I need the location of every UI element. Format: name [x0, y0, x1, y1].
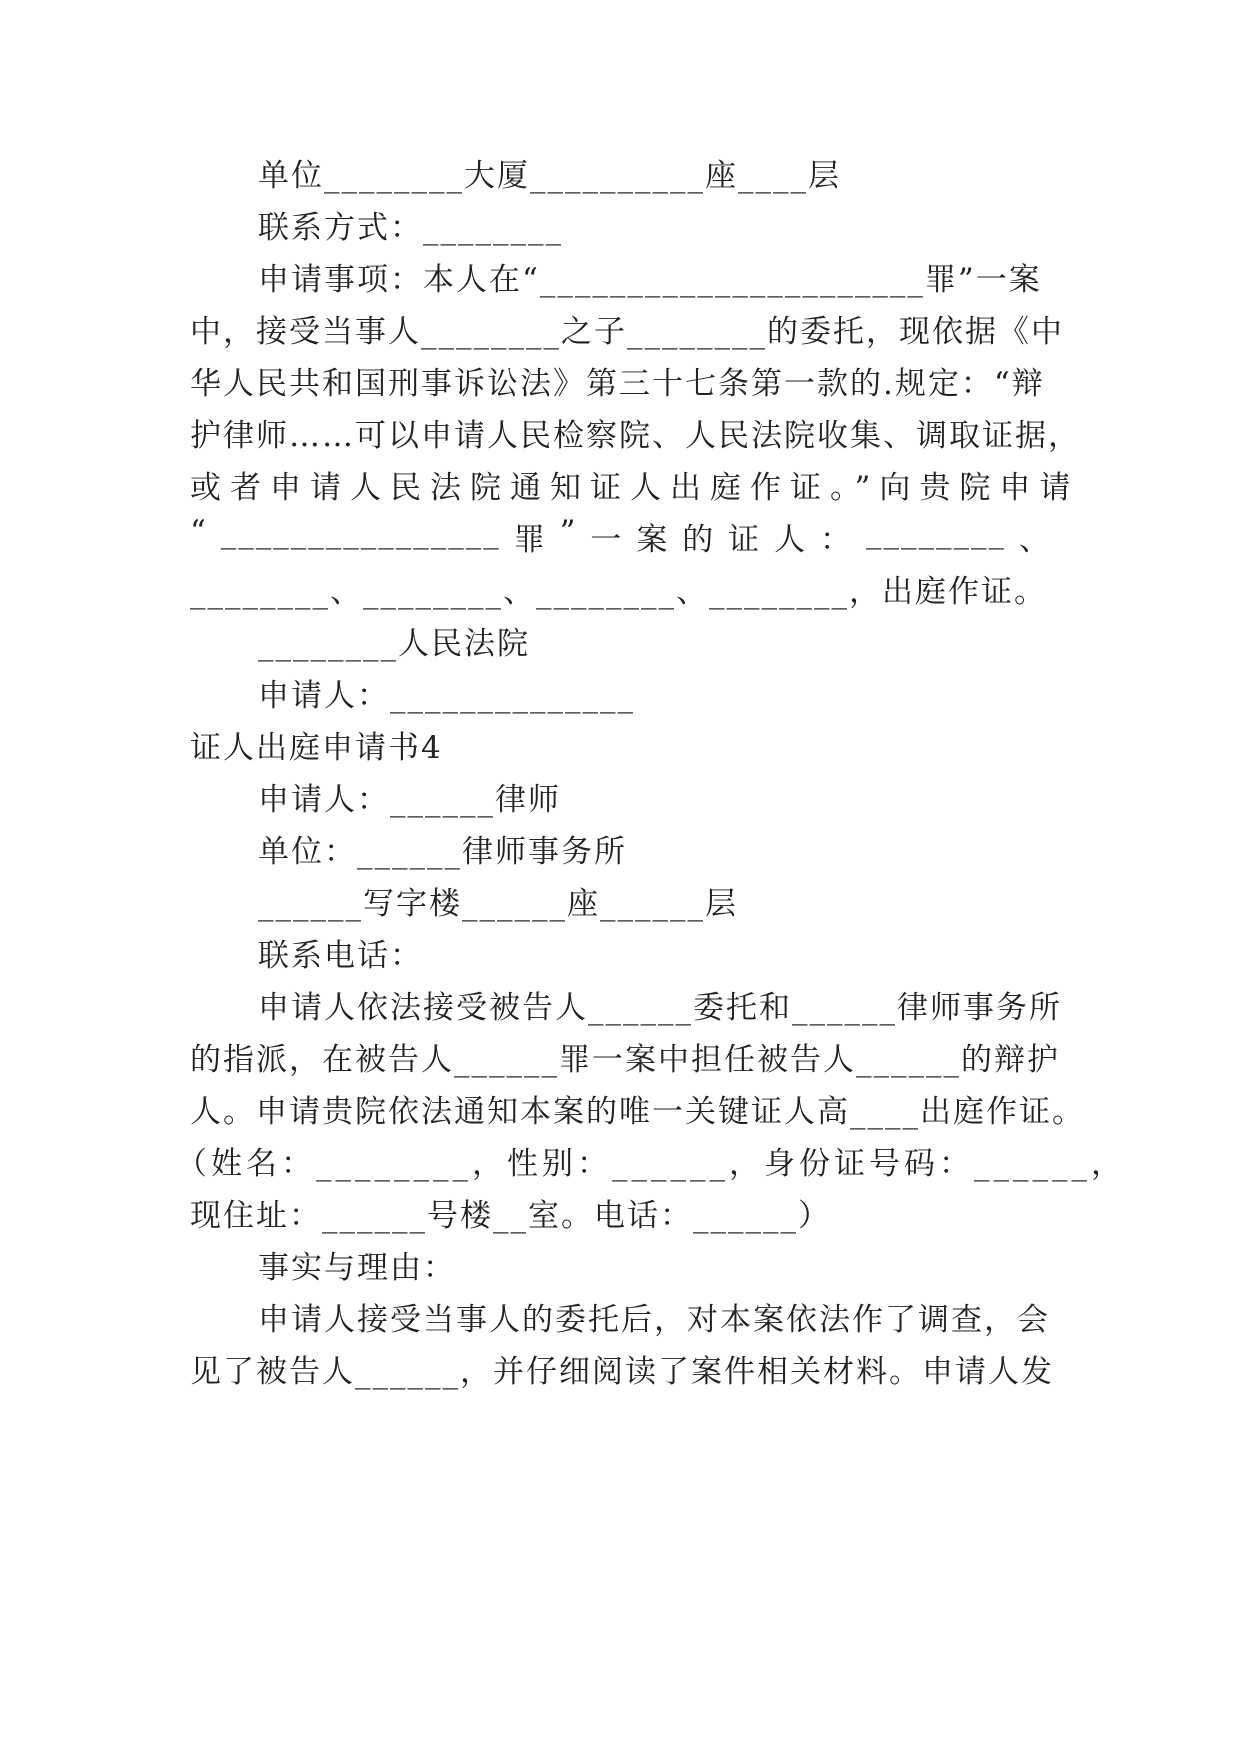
text-fragment: 证: [728, 522, 762, 558]
facts-heading: 事实与理由：: [258, 1250, 456, 1286]
body-text-line: 见了被告人______，并仔细阅读了案件相关材料。申请人发: [190, 1354, 1054, 1390]
body-text-line: 申请人接受当事人的委托后，对本案依法作了调查，会: [258, 1302, 1050, 1338]
body-text-line: 的指派，在被告人______罪一案中担任被告人______的辩护: [190, 1042, 1060, 1078]
text-fragment: 案: [636, 522, 670, 558]
text-fragment: 人: [774, 522, 808, 558]
text-fragment: ：: [820, 522, 854, 558]
applicant-line: 申请人：______律师: [258, 782, 561, 818]
text-fragment: “: [190, 514, 208, 550]
unit-line: 单位：______律师事务所: [258, 834, 627, 870]
applicant-signature-line: 申请人：______________: [258, 678, 635, 714]
body-text-line: 或者申请人民法院通知证人出庭作证。”向贵院申请: [190, 470, 1080, 506]
section-heading: 证人出庭申请书4: [190, 730, 443, 766]
text-fragment: ________: [865, 514, 1006, 550]
text-fragment: 罪: [513, 522, 547, 558]
witness-address-line: 现住址：______号楼__室。电话：______）: [190, 1198, 831, 1234]
contact-line: 联系方式：________: [258, 210, 563, 246]
text-fragment: 一: [590, 522, 624, 558]
request-matter-line: 申请事项：本人在“______________________罪”一案: [258, 262, 1042, 298]
body-text-line: 华人民共和国刑事诉讼法》第三十七条第一款的.规定：“辩: [190, 366, 1045, 402]
body-text-line: 护律师……可以申请人民检察院、人民法院收集、调取证据，: [190, 418, 1081, 454]
witness-info-line: （姓名：________，性别：______，身份证号码：______，: [176, 1146, 1126, 1182]
text-fragment: 的: [682, 522, 716, 558]
body-text-line: 申请人依法接受被告人______委托和______律师事务所: [258, 990, 1062, 1026]
text-fragment: ________________: [220, 514, 501, 550]
text-fragment: 、: [1018, 522, 1052, 558]
text-fragment: ”: [559, 514, 578, 550]
body-text-line: ________、________、________、________，出庭作证。: [190, 574, 1047, 610]
body-text-line: 人。申请贵院依法通知本案的唯一关键证人高____出庭作证。: [190, 1094, 1085, 1130]
body-text-line: 中，接受当事人________之子________的委托，现依据《中: [190, 314, 1064, 350]
unit-address-line: 单位________大厦__________座____层: [258, 158, 841, 194]
witness-list-line: [190, 514, 1052, 559]
phone-line: 联系电话：: [258, 938, 423, 974]
address-line: ______写字楼______座______层: [258, 886, 738, 922]
court-line: ________人民法院: [258, 626, 530, 662]
